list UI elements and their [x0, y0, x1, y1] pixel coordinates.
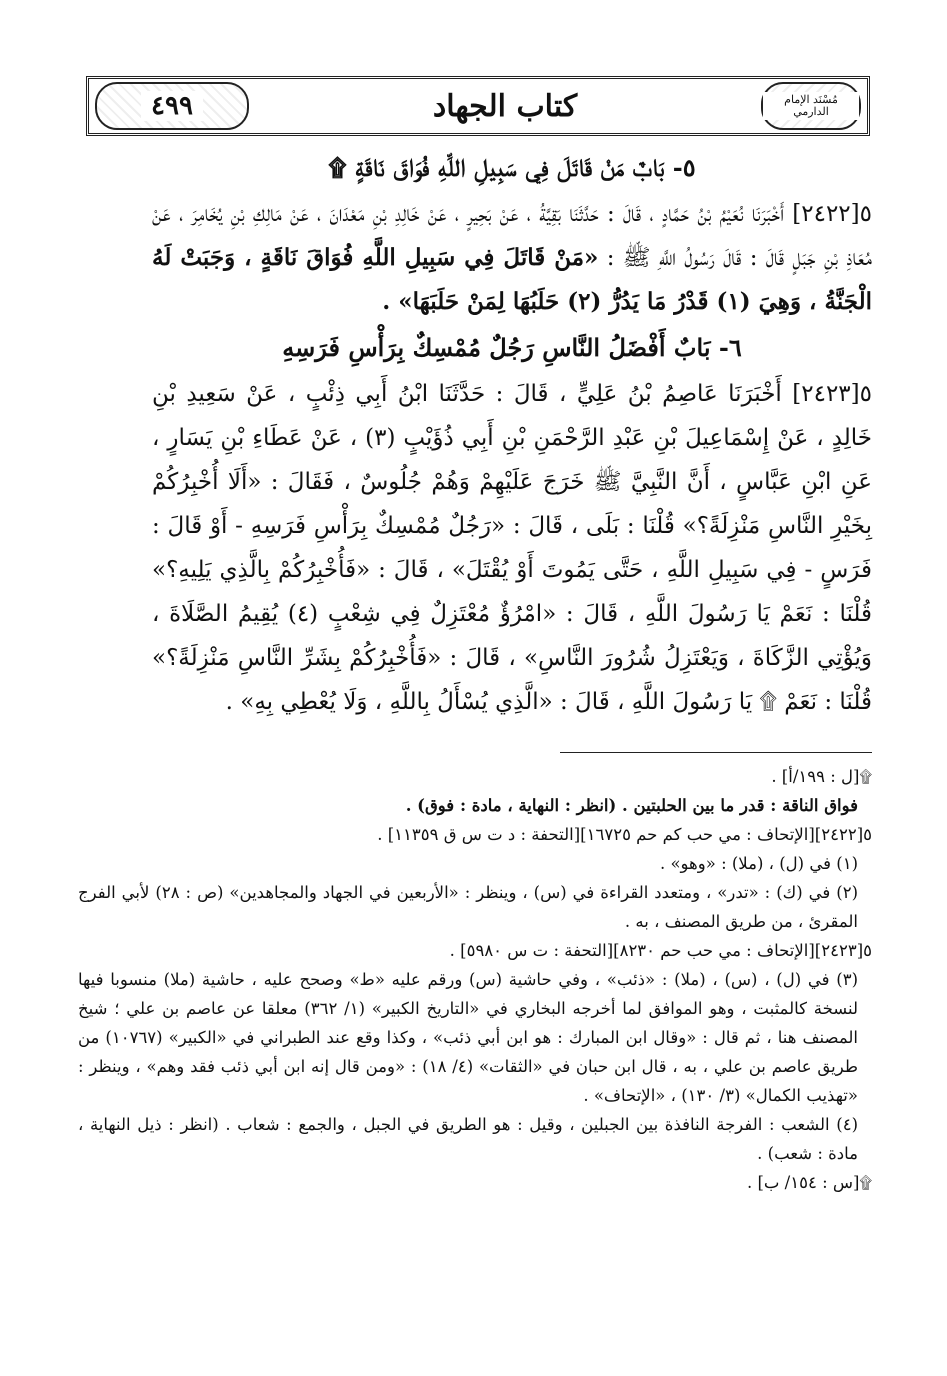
footnote: ٥[٢٤٢٣][الإتحاف : مي حب حم ٨٢٣٠][التحفة : ت س ٥٩٨٠] .	[449, 941, 872, 960]
hadith-2422-isnad: أَخْبَرَنَا نُعَيْمُ بْنُ حَمَّادٍ ، قَالَ : حَدَّثَنَا بَقِيَّةُ ، عَنْ بَحِيرٍ ، عَنْ خَالِدِ بْنِ مَعْدَانَ ، عَنْ مَالِكِ بْنِ يُخَامِرَ ، عَنْ مُعَاذِ بْنِ جَبَلٍ قَالَ : قَالَ رَسُولُ اللَّهِ ﷺ :	[152, 201, 873, 271]
page-header	[86, 76, 870, 136]
footnote: (٤) الشعب : الفرجة النافذة بين الجبلين ، وقيل : هو الطريق في الجبل ، والجمع : شعاب . (انظر : ذيل النهاية ، مادة : شعب) .	[78, 1115, 858, 1163]
seal-emblem	[761, 82, 861, 130]
footnote: ۩[ل : ١٩٩/أ] .	[771, 767, 872, 786]
seal-text: مُسْنَد الإمام الدارمي	[763, 92, 859, 120]
page-number: ٤٩٩	[141, 91, 203, 121]
hadith-2422	[152, 192, 872, 324]
book-title: كتاب الجهاد	[432, 88, 578, 124]
hadith-2423-text: أَخْبَرَنَا عَاصِمُ بْنُ عَلِيٍّ ، قَالَ : حَدَّثَنَا ابْنُ أَبِي ذِئْبٍ ، عَنْ سَعِيدِ بْنِ خَالِدٍ ، عَنْ إِسْمَاعِيلَ بْنِ عَبْدِ الرَّحْمَنِ بْنِ أَبِي ذُؤَيْبٍ (٣) ، عَنْ عَطَاءِ بْنِ يَسَارٍ ، عَنِ ابْنِ عَبَّاسٍ ، أَنَّ النَّبِيَّ ﷺ خَرَجَ عَلَيْهِمْ وَهُمْ جُلُوسٌ ، فَقَالَ : «أَلَا أُخْبِرُكُمْ بِخَيْرِ النَّاسِ مَنْزِلَةً؟» قُلْنَا : بَلَى ، قَالَ : «رَجُلٌ مُمْسِكٌ بِرَأْسِ فَرَسِهِ - أَوْ قَالَ : فَرَسٍ - فِي سَبِيلِ اللَّهِ ، حَتَّى يَمُوتَ أَوْ يُقْتَلَ» ، قَالَ : «فَأُخْبِرُكُمْ بِالَّذِي يَلِيهِ؟» قُلْنَا : نَعَمْ يَا رَسُولَ اللَّهِ ، قَالَ : «امْرُؤٌ مُعْتَزِلٌ فِي شِعْبٍ (٤) يُقِيمُ الصَّلَاةَ ، وَيُؤْتِي الزَّكَاةَ ، وَيَعْتَزِلُ شُرُورَ النَّاسِ» ، قَالَ : «فَأُخْبِرُكُمْ بِشَرِّ النَّاسِ مَنْزِلَةً؟» قُلْنَا : نَعَمْ ۩ يَا رَسُولَ اللَّهِ ، قَالَ : «الَّذِي يُسْأَلُ بِاللَّهِ ، وَلَا يُعْطِي بِهِ» .	[152, 381, 872, 715]
main-text	[152, 150, 872, 730]
hadith-2423	[152, 372, 872, 724]
page-number-cartouche	[95, 82, 249, 130]
hadith-2422-number: ٥[٢٤٢٢]	[792, 201, 872, 227]
footnote-separator	[560, 752, 872, 753]
footnote: ٥[٢٤٢٢][الإتحاف : مي حب كم حم ١٦٧٢٥][التحفة : د ت س ق ١١٣٥٩] .	[377, 825, 872, 844]
footnotes	[78, 762, 872, 1197]
footnote: (٣) في (ل) ، (س) ، (ملا) : «ذئب» ، وفي حاشية (س) ورقم عليه «ط» وصحح عليه ، حاشية (ملا) منسوبا فيها لنسخة كالمثبت ، وهو الموافق لما أخرجه البخاري في «التاريخ الكبير» (١/ ٣٦٢) معلقا عن عاصم بن علي ؛ شيخ المصنف هنا ، ثم قال : «وقال ابن المبارك : هو ابن أبي ذئب» ، وكذا وقع عند الطبراني في «الكبير» (١٠٧٦٧) من طريق عاصم بن علي ، به ، قال ابن حبان في «الثقات» (٤/ ١٨) : «ومن قال إنه ابن أبي ذئب فقد وهم» ، وينظر : «تهذيب الكمال» (٣/ ١٣٠) ، «الإتحاف» .	[78, 970, 858, 1105]
chapter-6-title: ٦- بَابٌ أَفْضَلُ النَّاسِ رَجُلٌ مُمْسِكٌ بِرَأْسِ فَرَسِهِ	[282, 333, 742, 362]
footnote: فواق الناقة : قدر ما بين الحلبتين . (انظر : النهاية ، مادة : فوق) .	[405, 796, 858, 815]
footnote: (٢) في (ك) : «تدر» ، ومتعدد القراءة في (س) ، وينظر : «الأربعين في الجهاد والمجاهدين» (ص : ٢٨) لأبي الفرج المقرئ ، من طريق المصنف ، به .	[78, 883, 858, 931]
footnote: (١) في (ل) ، (ملا) : «وهو» .	[659, 854, 858, 873]
hadith-2422-matn: «مَنْ قَاتَلَ فِي سَبِيلِ اللَّهِ فُوَاقَ نَاقَةٍ ، وَجَبَتْ لَهُ الْجَنَّةُ ، وَهِيَ (١) قَدْرُ مَا يَدُرُّ (٢) حَلَبُهَا لِمَنْ حَلَبَهَا» .	[152, 244, 872, 315]
chapter-5-title: ٥- بَابٌ مَنْ قَاتَلَ فِي سَبِيلِ اللَّهِ فُوَاقَ نَاقَةٍ ۩	[328, 153, 696, 182]
footnote: ۩[س : ١٥٤/ ب] .	[746, 1173, 872, 1192]
hadith-2423-number: ٥[٢٤٢٣]	[792, 381, 873, 407]
